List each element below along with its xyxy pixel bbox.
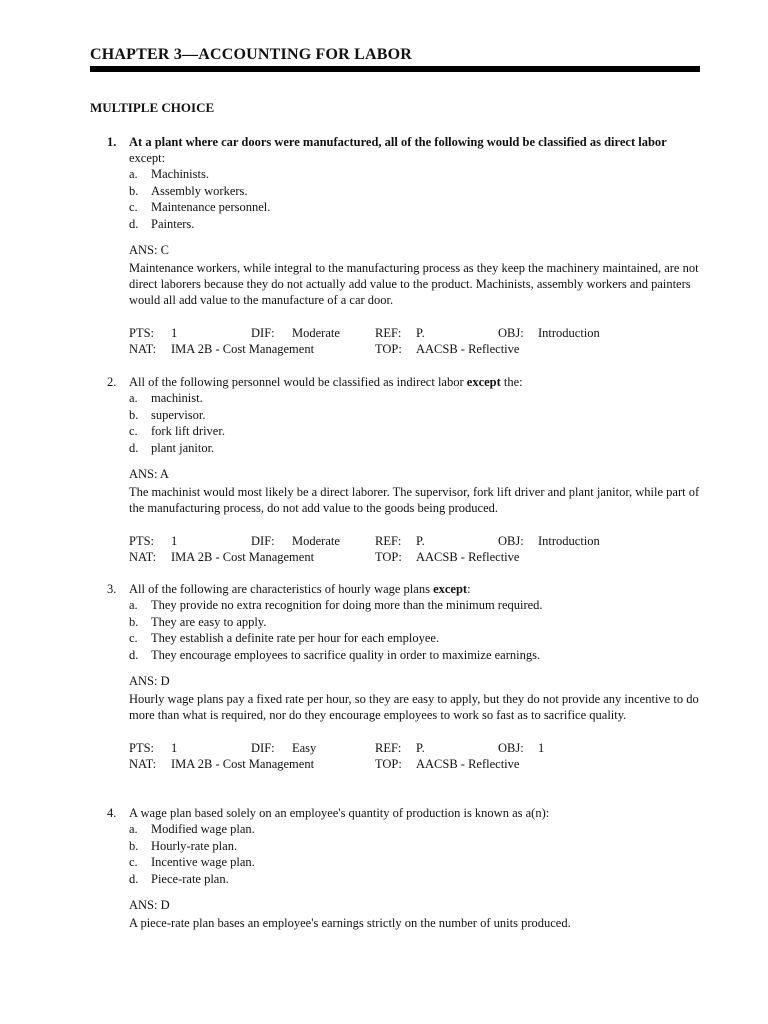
choice-list	[129, 390, 704, 456]
question-metadata	[129, 740, 704, 772]
choice-d: d. Piece-rate plan.	[129, 871, 229, 886]
answer: ANS: A	[129, 467, 169, 482]
question-1	[129, 134, 704, 357]
chapter-title: CHAPTER 3—ACCOUNTING FOR LABOR	[90, 46, 413, 63]
answer: ANS: D	[129, 898, 170, 913]
answer-explanation: The machinist would most likely be a direct laborer. The supervisor, fork lift driver and plant janitor, while part of the manufacturing process, do not add value to the goods being produced.	[129, 485, 700, 516]
answer-explanation: Hourly wage plans pay a fixed rate per hour, so they are easy to apply, but they do not provide any incentive to do more than what is required, nor do they encourage employees to work so fast as to sacrifice quality.	[129, 692, 699, 723]
question-2	[129, 374, 704, 565]
answer: ANS: C	[129, 243, 169, 258]
metadata-row-1: PTS: 1 DIF: Easy REF: P. OBJ: 1	[129, 741, 545, 756]
section-label: MULTIPLE CHOICE	[90, 100, 215, 115]
question-number: 4.	[107, 806, 117, 820]
question-stem: All of the following personnel would be classified as indirect labor except the:	[129, 375, 523, 389]
choice-a: a. They provide no extra recognition for doing more than the minimum required.	[129, 598, 543, 612]
title-rule	[90, 66, 700, 72]
choice-a: a. Machinists.	[129, 167, 209, 181]
choice-b: b. They are easy to apply.	[129, 614, 267, 629]
choice-b: b. Assembly workers.	[129, 183, 248, 198]
choice-list	[129, 597, 704, 663]
choice-d: d. plant janitor.	[129, 440, 215, 455]
choice-c: c. Maintenance personnel.	[129, 200, 271, 215]
answer-explanation: Maintenance workers, while integral to the manufacturing process as they keep the machinery maintained, are not direct laborers because they do not actually add value to the product. Machinists, assembly workers and painters would all add value to the manufacture of a car door.	[129, 261, 699, 308]
question-number: 3.	[107, 582, 117, 596]
stem-bold: except	[466, 375, 501, 389]
stem-bold: except	[433, 582, 468, 596]
choice-b: b. Hourly-rate plan.	[129, 838, 238, 853]
metadata-row-1: PTS: 1 DIF: Moderate REF: P. OBJ: Introduction	[129, 326, 600, 341]
answer-explanation: A piece-rate plan bases an employee's earnings strictly on the number of units produced.	[129, 916, 571, 931]
question-metadata	[129, 533, 704, 565]
choice-list	[129, 166, 704, 232]
question-3	[129, 581, 704, 772]
question-number: 2.	[107, 375, 117, 389]
choice-c: c. They establish a definite rate per hour for each employee.	[129, 631, 440, 646]
question-stem: All of the following are characteristics of hourly wage plans except:	[129, 582, 471, 596]
stem-bold: At a plant where car doors were manufactured, all of the following would be classified as direct labor	[129, 135, 667, 149]
question-stem: A wage plan based solely on an employee's quantity of production is known as a(n):	[129, 806, 550, 820]
metadata-row-2: NAT: IMA 2B - Cost Management TOP: AACSB - Reflective	[129, 550, 520, 565]
choice-list	[129, 821, 704, 887]
question-stem	[129, 134, 704, 166]
metadata-row-1: PTS: 1 DIF: Moderate REF: P. OBJ: Introduction	[129, 534, 600, 549]
choice-d: d. Painters.	[129, 216, 195, 231]
question-metadata	[129, 325, 704, 357]
choice-a: a. machinist.	[129, 391, 203, 405]
question-4	[129, 805, 704, 931]
choice-c: c. Incentive wage plan.	[129, 855, 255, 870]
stem-tail: except:	[129, 151, 166, 165]
choice-c: c. fork lift driver.	[129, 424, 225, 439]
choice-d: d. They encourage employees to sacrifice quality in order to maximize earnings.	[129, 647, 541, 662]
metadata-row-2: NAT: IMA 2B - Cost Management TOP: AACSB - Reflective	[129, 757, 520, 772]
question-number: 1.	[107, 135, 117, 149]
choice-a: a. Modified wage plan.	[129, 822, 255, 836]
answer: ANS: D	[129, 674, 170, 689]
metadata-row-2: NAT: IMA 2B - Cost Management TOP: AACSB - Reflective	[129, 342, 520, 357]
choice-b: b. supervisor.	[129, 407, 206, 422]
